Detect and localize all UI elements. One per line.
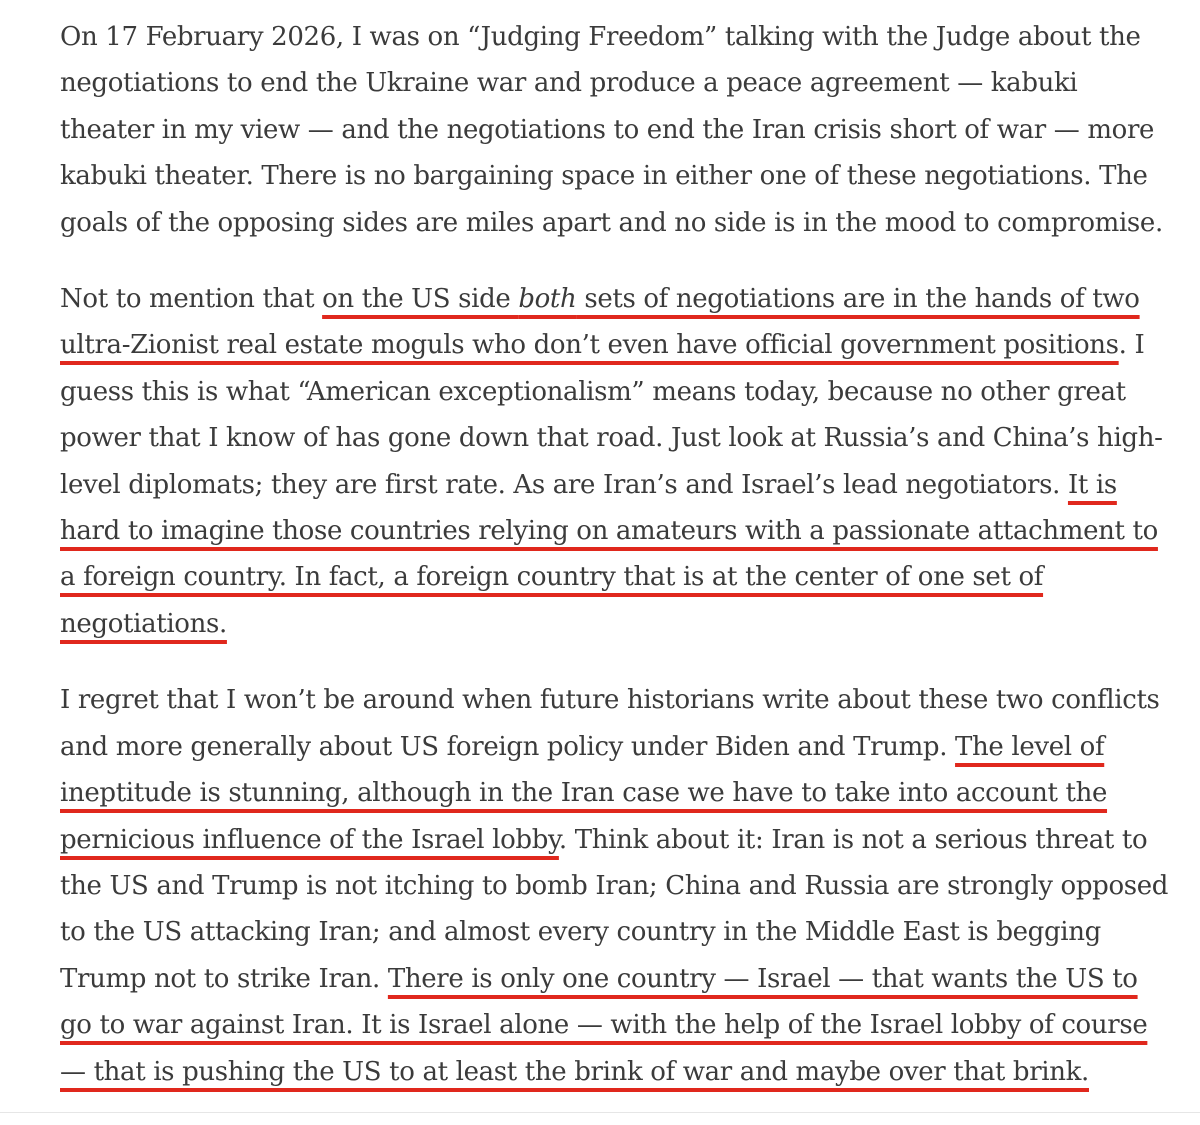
paragraph-1-text: On 17 February 2026, I was on “Judging Freedom” talking with the Judge about the negotiations to end the Ukraine war and produce a peace agreement — kabuki theater in my view — and the negotiations to end the Iran crisis short of war — more kabuki theater. There is no bargaining space in either one of these negotiations. The goals of the opposing sides are miles apart and no side is in the mood to compromise. bbox=[60, 22, 1163, 238]
paragraph-3 bbox=[60, 677, 1170, 1095]
article-body bbox=[60, 14, 1170, 1125]
paragraph-2-text-a: Not to mention that bbox=[60, 284, 323, 315]
highlighted-passage-only-israel: There is only one country — Israel — that wants the US to go to war against Iran. It is Israel alone — with the help of the Israel lobby of course — that is pushing the US to at least the brink of war and maybe over that brink. bbox=[60, 963, 1148, 1087]
highlighted-passage-amateurs: It is hard to imagine those countries relying on amateurs with a passionate attachment to a foreign country. In fact, a foreign country that is at the center of one set of negotiations. bbox=[60, 469, 1158, 639]
paragraph-1 bbox=[60, 14, 1170, 246]
bottom-divider bbox=[0, 1112, 1200, 1113]
highlighted-passage-ineptitude: The level of ineptitude is stunning, although in the Iran case we have to take into account the pernicious influence of the Israel lobby bbox=[60, 731, 1108, 855]
highlighted-passage-negotiations-hands: sets of negotiations are in the hands of two ultra-Zionist real estate moguls who don’t even have official government positions bbox=[60, 284, 1140, 361]
paragraph-3-text-b: . Think about it: Iran is not a serious threat to the US and Trump is not itching to bomb Iran; China and Russia are strongly opposed to the US attacking Iran; and almost every country in the Middle East is begging Trump not to strike Iran. bbox=[60, 824, 1169, 994]
highlighted-passage-us-side: on the US side bbox=[322, 284, 519, 315]
paragraph-2 bbox=[60, 276, 1170, 647]
paragraph-2-text-b: . I guess this is what “American exceptionalism” means today, because no other great power that I know of has gone down that road. Just look at Russia’s and China’s high-level diplomats; they are first rate. As are Iran’s and Israel’s lead negotiators. bbox=[60, 330, 1163, 500]
highlighted-passage-both-italic: both bbox=[518, 284, 577, 315]
paragraph-3-text-a: I regret that I won’t be around when future historians write about these two conflicts and more generally about US foreign policy under Biden and Trump. bbox=[60, 685, 1160, 762]
